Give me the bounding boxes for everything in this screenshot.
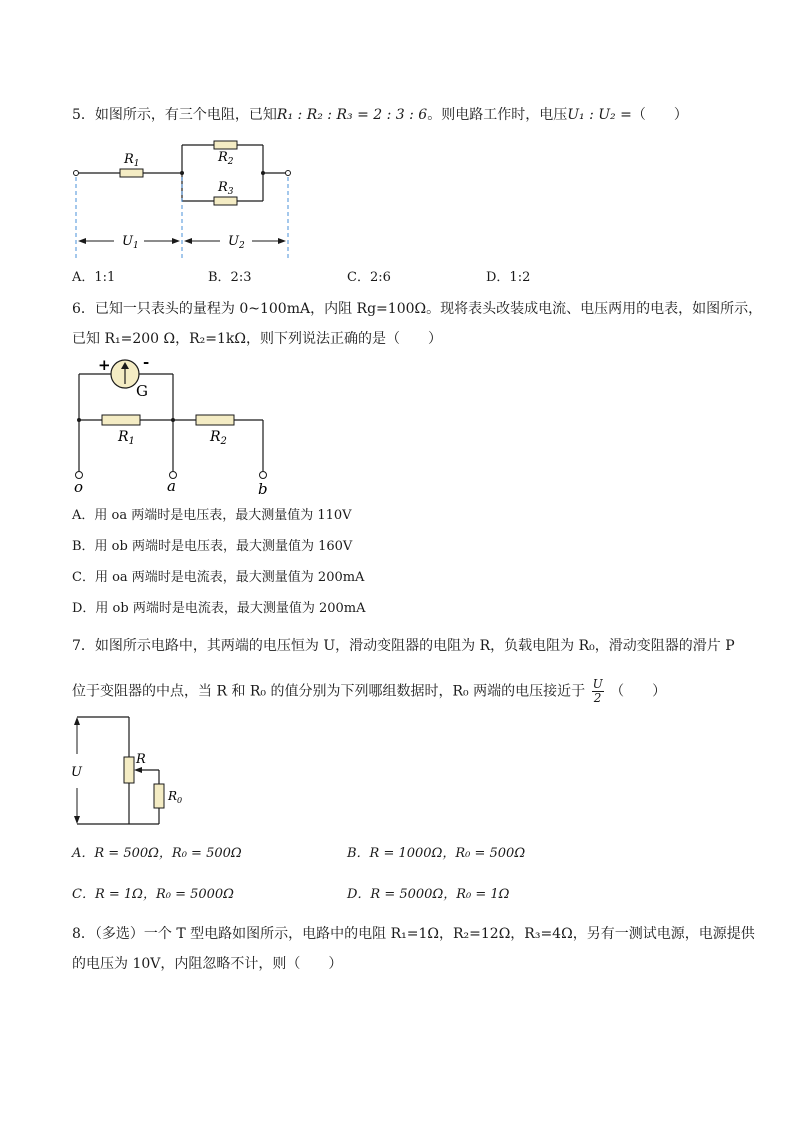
q6-option-c[interactable]: C．用 oa 两端时是电流表，最大测量值为 200mA <box>72 570 365 585</box>
q7-stem-line1: 7．如图所示电路中，其两端的电压恒为 U，滑动变阻器的电阻为 R，负载电阻为 R₀，滑动变阻器的滑片 P <box>72 638 735 654</box>
q7-label-r: R <box>136 752 146 767</box>
q7-option-c[interactable]: C．R = 1Ω，R₀ = 5000Ω <box>72 887 234 902</box>
q5-label-r1: $R_1$ <box>124 152 140 169</box>
q6-label-r2: $R_2$ <box>210 429 227 447</box>
q7-label-r0: $R_0$ <box>168 789 183 805</box>
q5-option-d[interactable]: D．1:2 <box>486 270 531 285</box>
q5-label-u2: $U_2$ <box>228 234 245 251</box>
q7-option-d[interactable]: D．R = 5000Ω，R₀ = 1Ω <box>347 887 510 902</box>
q5-label-u1: $U_1$ <box>122 234 139 251</box>
q7-fraction: $\frac{U}{2}$ <box>592 677 603 705</box>
q7-r0-resistor <box>154 784 164 808</box>
q6-stem-line2: 已知 R₁=200 Ω，R₂=1kΩ，则下列说法正确的是（ ） <box>72 331 442 347</box>
q6-plus-sign: + <box>98 356 111 374</box>
q7-stem-line2: 位于变阻器的中点，当 R 和 R₀ 的值分别为下列哪组数据时，R₀ 两端的电压接近于 $\frac{U}{2}$ （ ） <box>72 677 667 705</box>
q5-option-a[interactable]: A．1:1 <box>72 270 116 285</box>
q5-label-r2: $R_2$ <box>218 150 234 167</box>
q6-stem-line1: 6．已知一只表头的量程为 0~100mA，内阻 Rg=100Ω。现将表头改装成电流、电压两用的电表，如图所示， <box>72 301 763 317</box>
q7-option-a[interactable]: A．R = 500Ω，R₀ = 500Ω <box>72 846 242 861</box>
q6-terminal-b: b <box>258 480 268 498</box>
q8-stem-line2: 的电压为 10V，内阻忽略不计，则（ ） <box>72 956 343 972</box>
q5-stem: 5．如图所示，有三个电阻，已知R₁ : R₂ : R₃ = 2 : 3 : 6。则电路工作时，电压U₁ : U₂ =（ ） <box>72 107 688 123</box>
q6-option-a[interactable]: A．用 oa 两端时是电压表，最大测量值为 110V <box>72 508 352 523</box>
q6-option-d[interactable]: D．用 ob 两端时是电流表，最大测量值为 200mA <box>72 601 366 616</box>
q6-option-b[interactable]: B．用 ob 两端时是电压表，最大测量值为 160V <box>72 539 353 554</box>
q6-label-r1: $R_1$ <box>118 429 135 447</box>
q7-rheostat-r <box>124 757 134 783</box>
q8-stem-line1: 8．（多选）一个 T 型电路如图所示，电路中的电阻 R₁=1Ω，R₂=12Ω，R₃=4Ω，另有一测试电源，电源提供 <box>72 926 755 942</box>
q6-terminal-o: o <box>74 478 84 496</box>
q6-terminal-a: a <box>167 477 176 495</box>
q7-label-u: U <box>71 765 82 780</box>
q7-option-b[interactable]: B．R = 1000Ω，R₀ = 500Ω <box>347 846 526 861</box>
q6-minus-sign: - <box>143 353 150 371</box>
q5-option-b[interactable]: B．2:3 <box>208 270 252 285</box>
q5-label-r3: $R_3$ <box>218 180 234 197</box>
q5-option-c[interactable]: C．2:6 <box>347 270 391 285</box>
q6-label-g: G <box>136 382 148 400</box>
